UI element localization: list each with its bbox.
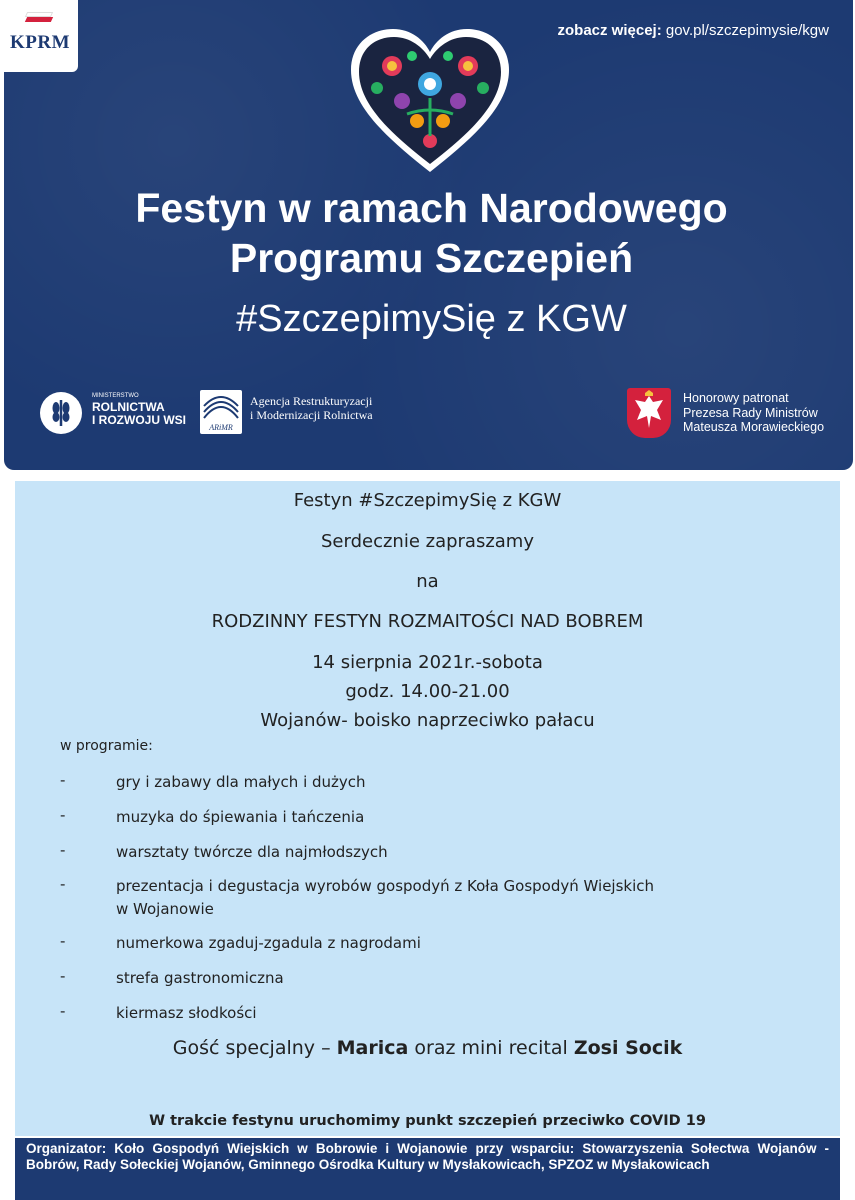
- list-bullet: -: [60, 1002, 66, 1020]
- patron-line-1: Honorowy patronat: [683, 391, 789, 405]
- patron-line-2: Prezesa Rady Ministrów: [683, 405, 818, 420]
- kprm-logo-text: KPRM: [10, 32, 71, 53]
- kprm-logo[interactable]: [4, 0, 78, 72]
- list-item: prezentacja i degustacja wyrobów gospodyń z Koła Gospodyń Wiejskich: [116, 877, 655, 895]
- event-date: 14 sierpnia 2021r.-sobota: [312, 652, 543, 673]
- arimr-line-1: Agencja Restrukturyzacji: [250, 394, 373, 408]
- polish-flag-icon: [26, 12, 52, 22]
- list-bullet: -: [60, 932, 66, 950]
- list-bullet: -: [60, 771, 66, 789]
- list-item: strefa gastronomiczna: [116, 969, 284, 987]
- hashtag-subtitle: #SzczepimySię z KGW: [236, 298, 627, 340]
- list-item: warsztaty twórcze dla najmłodszych: [116, 843, 388, 861]
- ministry-line-2: I ROZWOJU WSI: [92, 413, 186, 427]
- vaccination-note: W trakcie festynu uruchomimy punkt szczepień przeciwko COVID 19: [149, 1113, 706, 1129]
- arimr-name: [250, 394, 373, 422]
- list-item: gry i zabawy dla małych i dużych: [116, 773, 366, 791]
- see-more-label: zobacz więcej:: [557, 22, 662, 39]
- page-title: [4, 183, 853, 283]
- list-bullet: -: [60, 841, 66, 859]
- patronage-text: [683, 391, 824, 435]
- guest-name-2: Zosi Socik: [573, 1037, 683, 1059]
- event-name: RODZINNY FESTYN ROZMAITOŚCI NAD BOBREM: [211, 611, 644, 632]
- list-bullet: -: [60, 806, 66, 824]
- folk-heart-icon: [347, 26, 513, 176]
- arimr-emblem-icon: [200, 390, 242, 434]
- guest-middle: oraz mini recital: [408, 1037, 574, 1059]
- invitation-panel: [15, 481, 840, 1136]
- event-place: Wojanów- boisko naprzeciwko pałacu: [260, 710, 595, 731]
- header-banner: [4, 0, 853, 470]
- special-guest: [15, 1037, 840, 1059]
- guest-name-1: Marica: [336, 1037, 409, 1059]
- wheat-icon: [40, 392, 82, 434]
- list-item: muzyka do śpiewania i tańczenia: [116, 808, 365, 826]
- see-more-url[interactable]: gov.pl/szczepimysie/kgw: [665, 22, 829, 39]
- list-bullet: -: [60, 875, 66, 893]
- ministry-line-1: ROLNICTWA: [92, 400, 165, 414]
- arimr-line-2: i Modernizacji Rolnictwa: [250, 408, 373, 422]
- na-text: na: [416, 571, 439, 592]
- patron-line-3: Mateusza Morawieckiego: [683, 420, 825, 434]
- title-line-2: Programu Szczepień: [229, 235, 634, 281]
- list-item: numerkowa zgaduj-zgadula z nagrodami: [116, 934, 421, 952]
- guest-prefix: Gość specjalny –: [172, 1037, 337, 1059]
- list-bullet: -: [60, 967, 66, 985]
- organizer-footer: Organizator: Koło Gospodyń Wiejskich w Bobrowie i Wojanowie przy wsparciu: Stowarzyszenia Sołectwa Wojanów - Bobrów, Rady Sołeckiej Wojanów, Gminnego Ośrodka Kultury w Mysłakowicach, SPZOZ w Mysłakowicach: [15, 1138, 840, 1200]
- program-label: w programie:: [60, 738, 153, 754]
- title-line-1: Festyn w ramach Narodowego: [135, 185, 728, 231]
- white-eagle-icon: [627, 388, 671, 438]
- list-item: kiermasz słodkości: [116, 1004, 257, 1022]
- invite-text: Serdecznie zapraszamy: [320, 531, 534, 552]
- festyn-title: Festyn #SzczepimySię z KGW: [293, 490, 562, 511]
- list-item-continuation: w Wojanowie: [116, 900, 214, 918]
- event-time: godz. 14.00-21.00: [345, 681, 510, 702]
- arimr-badge-text: ARiMR: [209, 423, 233, 432]
- see-more-link[interactable]: [558, 22, 830, 39]
- ministry-small-label: MINISTERSTWO: [92, 393, 139, 399]
- ministry-name: [92, 401, 186, 427]
